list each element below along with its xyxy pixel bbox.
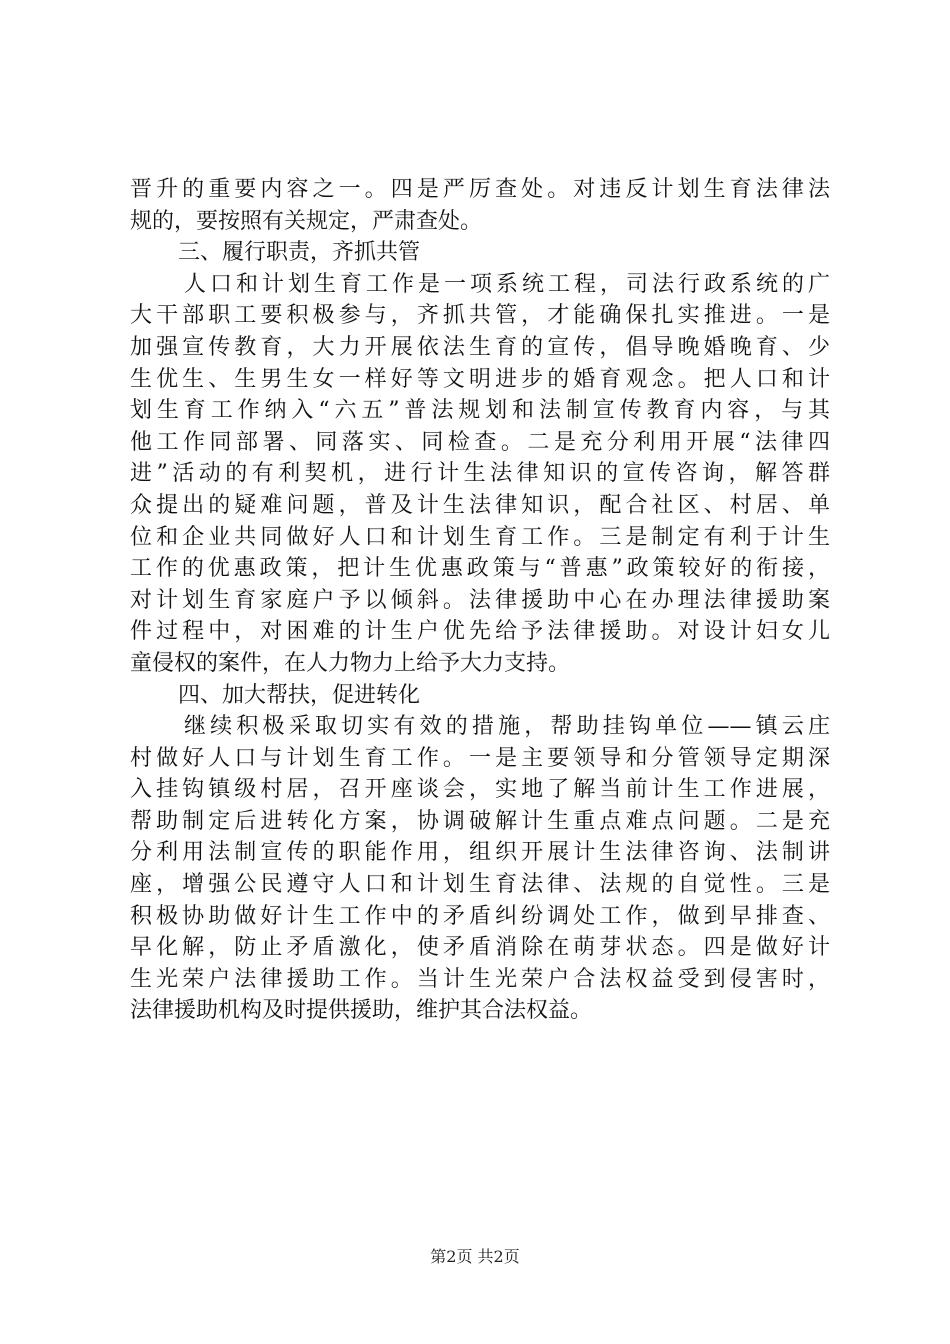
text-line: 帮助制定后进转化方案，协调破解计生重点难点问题。二是充 [130,808,830,834]
text-line: 入挂钩镇级村居，召开座谈会，实地了解当前计生工作进展， [130,777,830,803]
text-line: 早化解，防止矛盾激化，使矛盾消除在萌芽状态。四是做好计 [130,935,830,961]
text-line: 座，增强公民遵守人口和计划生育法律、法规的自觉性。三是 [130,872,830,898]
text-line: 他工作同部署、同落实、同检查。二是充分利用开展“法律四 [130,429,830,455]
text-line: 村做好人口与计划生育工作。一是主要领导和分管领导定期深 [130,745,830,771]
text-line: 划生育工作纳入“六五”普法规划和法制宣传教育内容，与其 [130,398,830,424]
text-line: 人口和计划生育工作是一项系统工程，司法行政系统的广 [184,271,830,297]
text-line: 生光荣户法律援助工作。当计生光荣户合法权益受到侵害时， [130,966,830,992]
text-line: 工作的优惠政策，把计生优惠政策与“普惠”政策较好的衔接， [130,556,830,582]
text-line: 法律援助机构及时提供援助，维护其合法权益。 [130,998,593,1024]
document-body [130,174,830,1027]
text-line: 位和企业共同做好人口和计划生育工作。三是制定有利于计生 [130,524,830,550]
text-line: 童侵权的案件，在人力物力上给予大力支持。 [130,650,571,676]
text-line: 进”活动的有利契机，进行计生法律知识的宣传咨询，解答群 [130,461,830,487]
text-line: 件过程中，对困难的计生户优先给予法律援助。对设计妇女儿 [130,619,830,645]
section-heading: 三、履行职责，齐抓共管 [178,240,421,266]
text-line: 分利用法制宣传的职能作用，组织开展计生法律咨询、法制讲 [130,840,830,866]
text-line: 对计划生育家庭户予以倾斜。法律援助中心在办理法律援助案 [130,587,830,613]
text-line: 生优生、生男生女一样好等文明进步的婚育观念。把人口和计 [130,366,830,392]
text-line: 积极协助做好计生工作中的矛盾纠纷调处工作，做到早排查、 [130,903,830,929]
text-line: 继续积极采取切实有效的措施，帮助挂钩单位——镇云庄 [184,714,830,740]
page-footer: 第2页 共2页 [430,1247,520,1266]
text-line: 众提出的疑难问题，普及计生法律知识，配合社区、村居、单 [130,492,830,518]
text-line: 规的，要按照有关规定，严肃查处。 [130,208,483,234]
text-line: 大干部职工要积极参与，齐抓共管，才能确保扎实推进。一是 [130,303,830,329]
section-heading: 四、加大帮扶，促进转化 [178,682,421,708]
text-line: 晋升的重要内容之一。四是严厉查处。对违反计划生育法律法 [130,177,830,202]
text-line: 加强宣传教育，大力开展依法生育的宣传，倡导晚婚晚育、少 [130,334,830,360]
